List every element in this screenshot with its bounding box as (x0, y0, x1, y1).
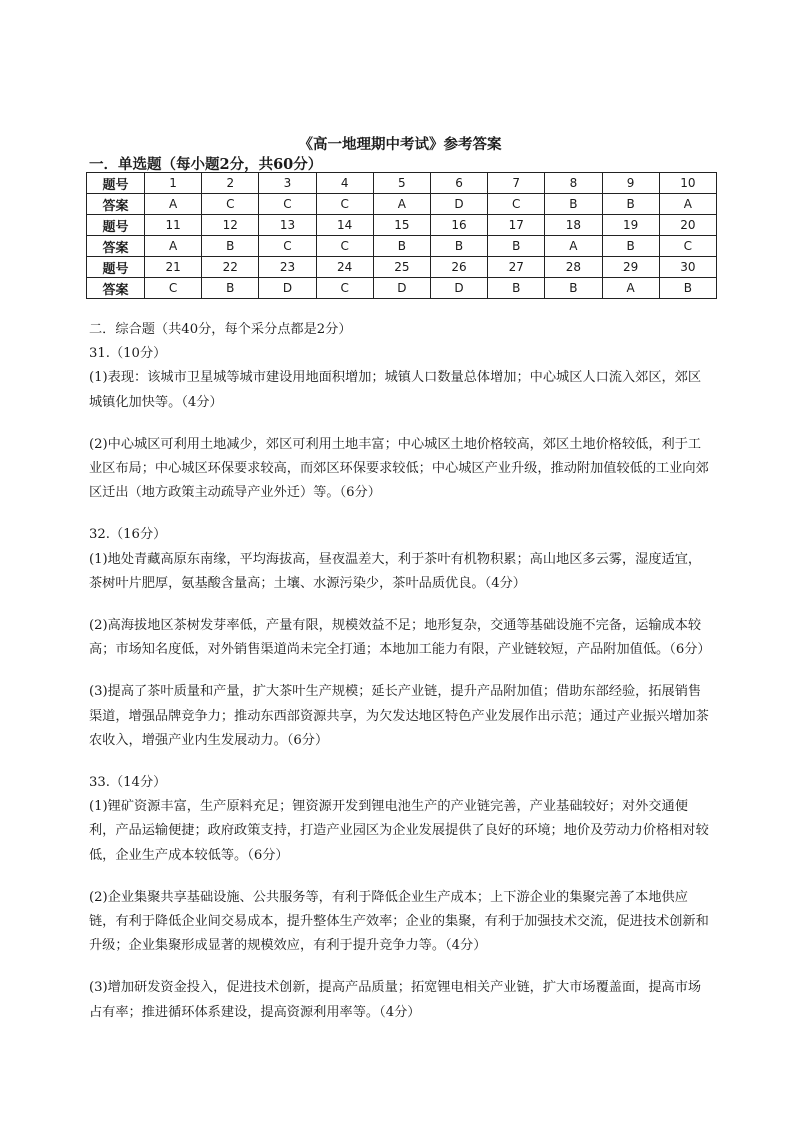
question-number-cell: 14 (316, 215, 373, 236)
question-number-cell: 7 (488, 173, 545, 194)
q33-answer-2: (2)企业集聚共享基础设施、公共服务等，有利于降低企业生产成本；上下游企业的集聚完善了本地供应链，有利于降低企业间交易成本，提升整体生产效率；企业的集聚，有利于加强技术交流，促进技术创新和升级；企业集聚形成显著的规模效应，有利于提升竞争力等。（4分） (89, 889, 709, 954)
question-number-cell: 11 (145, 215, 202, 236)
question-number-cell: 24 (316, 257, 373, 278)
question-number-cell: 3 (259, 173, 316, 194)
answer-cell: B (545, 278, 602, 299)
question-number-cell: 15 (373, 215, 430, 236)
q31-answer-2: (2)中心城区可利用土地减少，郊区可利用土地丰富；中心城区土地价格较高，郊区土地价格较低，利于工业区布局；中心城区环保要求较高，而郊区环保要求较低；中心城区产业升级，推动附加值较低的工业向郊区迁出（地方政策主动疏导产业外迁）等。（6分） (89, 436, 709, 501)
section1-heading: 一．单选题（每小题2分，共60分） (89, 156, 323, 173)
answer-label: 答案 (87, 236, 145, 257)
answer-cell: B (602, 236, 659, 257)
question-number-cell: 19 (602, 215, 659, 236)
q33-answer-1: (1)锂矿资源丰富，生产原料充足；锂资源开发到锂电池生产的产业链完善，产业基础较好；对外交通便利，产品运输便捷；政府政策支持，打造产业园区为企业发展提供了良好的环境；地价及劳动力价格相对较低，企业生产成本较低等。（6分） (89, 799, 709, 863)
q32-answer-3: (3)提高了茶叶质量和产量，扩大茶叶生产规模；延长产业链，提升产品附加值；借助东部经验，拓展销售渠道，增强品牌竞争力；推动东西部资源共享，为欠发达地区特色产业发展作出示范；通过产业振兴增加茶农收入，增强产业内生发展动力。（6分） (89, 684, 709, 748)
answer-row (87, 278, 717, 299)
answer-cell: B (202, 278, 259, 299)
question-number-cell: 13 (259, 215, 316, 236)
answer-cell: A (145, 194, 202, 215)
answer-cell: B (545, 194, 602, 215)
answer-cell: B (602, 194, 659, 215)
question-number-cell: 17 (488, 215, 545, 236)
question-number-cell: 27 (488, 257, 545, 278)
question-number-cell: 16 (430, 215, 487, 236)
answer-cell: D (430, 278, 487, 299)
answer-cell: B (373, 236, 430, 257)
answer-cell: B (202, 236, 259, 257)
answer-table (86, 172, 717, 299)
question-number-cell: 4 (316, 173, 373, 194)
question-number-cell: 20 (659, 215, 716, 236)
q32-answer-2: (2)高海拔地区茶树发芽率低，产量有限，规模效益不足；地形复杂，交通等基础设施不完备，运输成本较高；市场知名度低，对外销售渠道尚未完全打通；本地加工能力有限，产业链较短，产品附加值低。（6分） (89, 618, 711, 658)
q31-label: 31.（10分） (89, 346, 167, 362)
question-number-cell: 21 (145, 257, 202, 278)
question-number-label: 题号 (87, 257, 145, 278)
question-number-cell: 9 (602, 173, 659, 194)
answer-cell: C (259, 236, 316, 257)
answer-cell: A (602, 278, 659, 299)
answer-cell: C (145, 278, 202, 299)
answer-cell: C (488, 194, 545, 215)
question-number-cell: 10 (659, 173, 716, 194)
question-number-cell: 29 (602, 257, 659, 278)
answer-cell: D (430, 194, 487, 215)
answer-cell: C (316, 278, 373, 299)
answer-cell: B (488, 278, 545, 299)
answer-label: 答案 (87, 194, 145, 215)
answer-cell: C (202, 194, 259, 215)
answer-cell: A (373, 194, 430, 215)
question-number-cell: 25 (373, 257, 430, 278)
question-number-cell: 6 (430, 173, 487, 194)
q32-label: 32.（16分） (89, 527, 167, 543)
question-number-label: 题号 (87, 173, 145, 194)
answer-cell: A (659, 194, 716, 215)
question-number-row (87, 257, 717, 278)
q32-answer-1: (1)地处青藏高原东南缘，平均海拔高，昼夜温差大，利于茶叶有机物积累；高山地区多云雾，湿度适宜，茶树叶片肥厚，氨基酸含量高；土壤、水源污染少，茶叶品质优良。（4分） (89, 551, 702, 591)
answer-cell: B (659, 278, 716, 299)
q33-label: 33.（14分） (89, 775, 167, 791)
question-number-row (87, 173, 717, 194)
answer-cell: C (259, 194, 316, 215)
answer-cell: D (259, 278, 316, 299)
answer-row (87, 194, 717, 215)
question-number-cell: 30 (659, 257, 716, 278)
q33-answer-3: (3)增加研发资金投入，促进技术创新，提高产品质量；拓宽锂电相关产业链，扩大市场覆盖面，提高市场占有率；推进循环体系建设，提高资源利用率等。（4分） (89, 980, 702, 1020)
answer-cell: C (659, 236, 716, 257)
question-number-cell: 18 (545, 215, 602, 236)
section2-heading: 二．综合题（共40分，每个采分点都是2分） (89, 322, 352, 337)
question-number-label: 题号 (87, 215, 145, 236)
answer-row (87, 236, 717, 257)
answer-cell: B (430, 236, 487, 257)
answer-cell: C (316, 194, 373, 215)
answer-cell: D (373, 278, 430, 299)
answer-cell: B (488, 236, 545, 257)
question-number-cell: 8 (545, 173, 602, 194)
q31-answer-1: (1)表现：该城市卫星城等城市建设用地面积增加；城镇人口数量总体增加；中心城区人口流入郊区，郊区城镇化加快等。（4分） (89, 370, 702, 410)
document-title: 《高一地理期中考试》参考答案 (298, 136, 502, 153)
answer-label: 答案 (87, 278, 145, 299)
question-number-row (87, 215, 717, 236)
question-number-cell: 26 (430, 257, 487, 278)
question-number-cell: 2 (202, 173, 259, 194)
question-number-cell: 5 (373, 173, 430, 194)
answer-cell: A (145, 236, 202, 257)
answer-cell: C (316, 236, 373, 257)
answer-cell: A (545, 236, 602, 257)
answer-table-body (87, 173, 717, 299)
question-number-cell: 1 (145, 173, 202, 194)
question-number-cell: 28 (545, 257, 602, 278)
section2 (89, 318, 713, 1025)
question-number-cell: 12 (202, 215, 259, 236)
question-number-cell: 22 (202, 257, 259, 278)
question-number-cell: 23 (259, 257, 316, 278)
